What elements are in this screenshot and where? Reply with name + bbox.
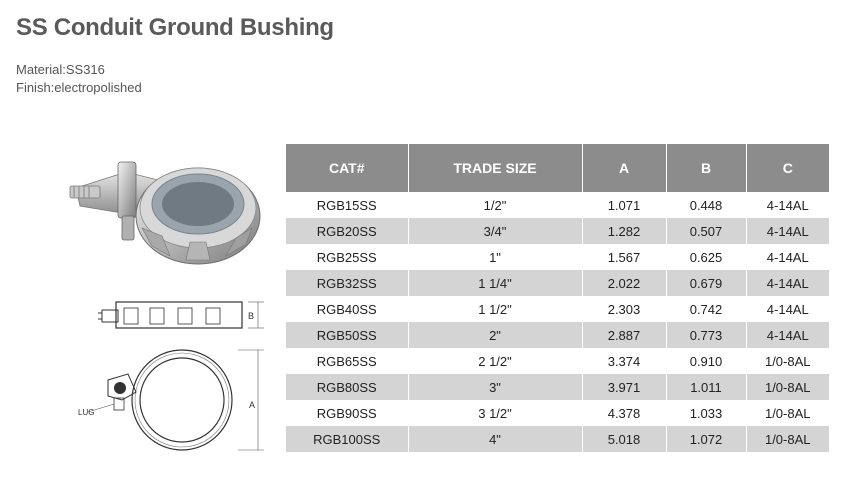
cell-cat: RGB32SS [286, 270, 408, 296]
cell-cat: RGB90SS [286, 400, 408, 426]
cell-b: 0.910 [666, 348, 746, 374]
table-row [286, 322, 829, 348]
cell-trade-size: 1 1/2" [408, 296, 582, 322]
material-spec: Material:SS316 [16, 62, 105, 77]
col-header-trade-size: TRADE SIZE [408, 144, 582, 192]
cell-a: 1.071 [582, 192, 666, 218]
cell-a: 2.887 [582, 322, 666, 348]
cell-trade-size: 3" [408, 374, 582, 400]
table-row [286, 374, 829, 400]
cell-trade-size: 3/4" [408, 218, 582, 244]
cell-trade-size: 1/2" [408, 192, 582, 218]
col-header-b: B [666, 144, 746, 192]
cell-c: 1/0-8AL [746, 400, 829, 426]
cell-trade-size: 3 1/2" [408, 400, 582, 426]
table-row [286, 244, 829, 270]
cell-cat: RGB25SS [286, 244, 408, 270]
cell-trade-size: 2 1/2" [408, 348, 582, 374]
cell-a: 4.378 [582, 400, 666, 426]
cell-c: 4-14AL [746, 244, 829, 270]
cell-a: 3.971 [582, 374, 666, 400]
col-header-c: C [746, 144, 829, 192]
table-row [286, 218, 829, 244]
cell-cat: RGB80SS [286, 374, 408, 400]
cell-cat: RGB40SS [286, 296, 408, 322]
cell-b: 0.773 [666, 322, 746, 348]
cell-b: 1.072 [666, 426, 746, 452]
catalog-table [286, 144, 829, 452]
product-photo [66, 150, 272, 290]
col-header-a: A [582, 144, 666, 192]
cell-c: 4-14AL [746, 296, 829, 322]
cell-trade-size: 1 1/4" [408, 270, 582, 296]
cell-cat: RGB65SS [286, 348, 408, 374]
col-header-cat: CAT# [286, 144, 408, 192]
cell-a: 2.022 [582, 270, 666, 296]
cell-c: 4-14AL [746, 192, 829, 218]
cell-c: 1/0-8AL [746, 348, 829, 374]
table-row [286, 296, 829, 322]
cell-a: 5.018 [582, 426, 666, 452]
cell-a: 2.303 [582, 296, 666, 322]
cell-c: 4-14AL [746, 218, 829, 244]
cell-a: 1.282 [582, 218, 666, 244]
cell-b: 1.011 [666, 374, 746, 400]
cell-b: 0.448 [666, 192, 746, 218]
cell-cat: RGB50SS [286, 322, 408, 348]
dim-a-label: A [249, 400, 256, 410]
cell-cat: RGB20SS [286, 218, 408, 244]
cell-c: 4-14AL [746, 270, 829, 296]
cell-trade-size: 1" [408, 244, 582, 270]
table-row [286, 192, 829, 218]
table-row [286, 400, 829, 426]
table-row [286, 270, 829, 296]
cell-b: 0.507 [666, 218, 746, 244]
finish-spec: Finish:electropolished [16, 80, 142, 95]
table-header-row [286, 144, 829, 192]
cell-c: 4-14AL [746, 322, 829, 348]
lug-label: LUG [78, 408, 95, 417]
cell-cat: RGB15SS [286, 192, 408, 218]
cell-a: 1.567 [582, 244, 666, 270]
cell-b: 0.742 [666, 296, 746, 322]
cell-b: 0.679 [666, 270, 746, 296]
cell-trade-size: 4" [408, 426, 582, 452]
cell-a: 3.374 [582, 348, 666, 374]
cell-c: 1/0-8AL [746, 426, 829, 452]
cell-b: 0.625 [666, 244, 746, 270]
cell-cat: RGB100SS [286, 426, 408, 452]
dimension-drawing [78, 296, 268, 464]
page-title: SS Conduit Ground Bushing [16, 14, 334, 41]
dim-b-label: B [248, 311, 255, 321]
cell-c: 1/0-8AL [746, 374, 829, 400]
table-row [286, 426, 829, 452]
cell-trade-size: 2" [408, 322, 582, 348]
table-row [286, 348, 829, 374]
cell-b: 1.033 [666, 400, 746, 426]
